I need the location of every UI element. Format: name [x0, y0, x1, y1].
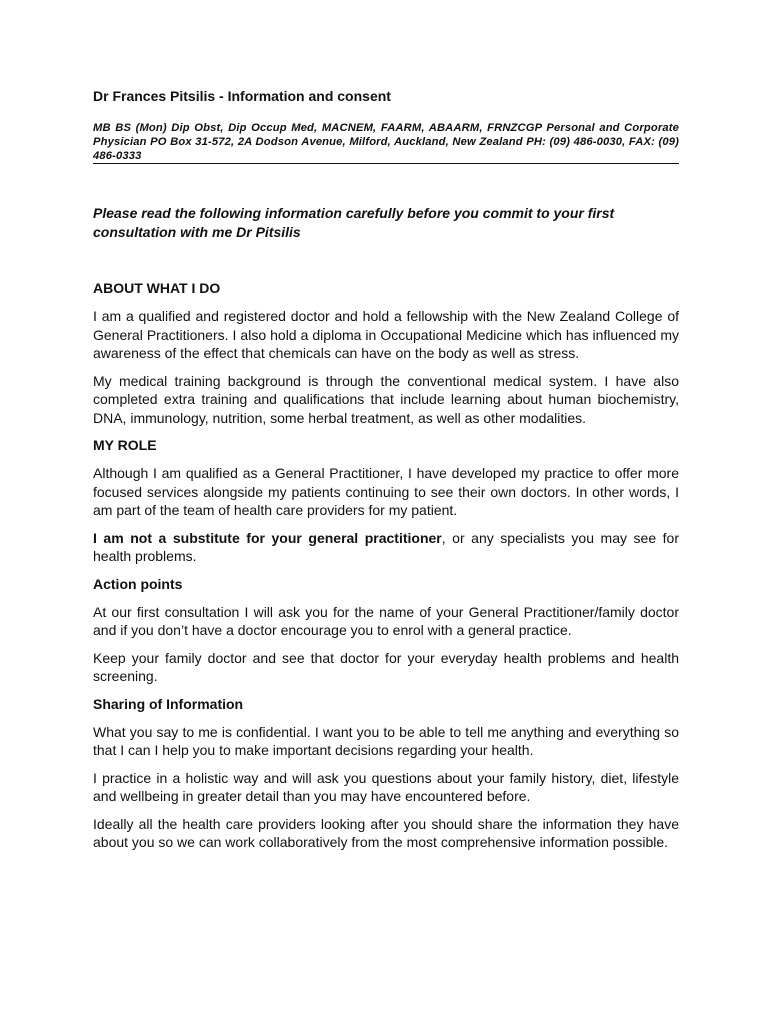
about-paragraph-1: I am a qualified and registered doctor and hold a fellowship with the New Zealand College of General Practitioners. I also hold a diploma in Occupational Medicine which has influenced my awareness of the effect that chemicals can have on the body as well as stress. — [93, 308, 679, 361]
sharing-paragraph-3: Ideally all the health care providers looking after you should share the information they have about you so we can work collaboratively from the most comprehensive information possible. — [93, 815, 679, 850]
header-divider — [93, 163, 679, 164]
role-paragraph-2-rest: , or any specialists you may see for health problems. — [93, 529, 679, 564]
role-paragraph-2 — [93, 529, 679, 566]
section-heading-role: MY ROLE — [93, 437, 157, 453]
action-paragraph-2: Keep your family doctor and see that doctor for your everyday health problems and health screening. — [93, 649, 679, 684]
role-emphasis: I am not a substitute for your general practitioner — [93, 529, 442, 546]
sharing-paragraph-1: What you say to me is confidential. I want you to be able to tell me anything and everything so that I can I help you to make important decisions regarding your health. — [93, 723, 679, 758]
section-heading-sharing: Sharing of Information — [93, 695, 244, 712]
document-body — [93, 279, 679, 861]
section-heading-about: ABOUT WHAT I DO — [93, 280, 221, 296]
doctor-credentials: MB BS (Mon) Dip Obst, Dip Occup Med, MACNEM, FAARM, ABAARM, FRNZCGP Personal and Corporate Physician PO Box 31-572, 2A Dodson Avenue, Milford, Auckland, New Zealand PH: (09) 486-0030, FAX: (09) 486-0333 — [93, 122, 679, 162]
action-paragraph-1: At our first consultation I will ask you for the name of your General Practitioner/family doctor and if you don’t have a doctor encourage you to enrol with a general practice. — [93, 603, 679, 638]
about-paragraph-2: My medical training background is through the conventional medical system. I have also completed extra training and qualifications that include learning about human biochemistry, DNA, immunology, nutrition, some herbal treatment, as well as other modalities. — [93, 372, 679, 426]
section-heading-action: Action points — [93, 575, 183, 592]
sharing-paragraph-2: I practice in a holistic way and will ask you questions about your family history, diet, lifestyle and wellbeing in greater detail than you may have encountered before. — [93, 769, 679, 804]
role-paragraph-1: Although I am qualified as a General Practitioner, I have developed my practice to offer more focused services alongside my patients continuing to see their own doctors. In other words, I am part of the team of health care providers for my patient. — [93, 465, 679, 518]
intro-notice: Please read the following information carefully before you commit to your first consultation with me Dr Pitsilis — [93, 205, 615, 240]
document-title: Dr Frances Pitsilis - Information and consent — [93, 88, 391, 104]
